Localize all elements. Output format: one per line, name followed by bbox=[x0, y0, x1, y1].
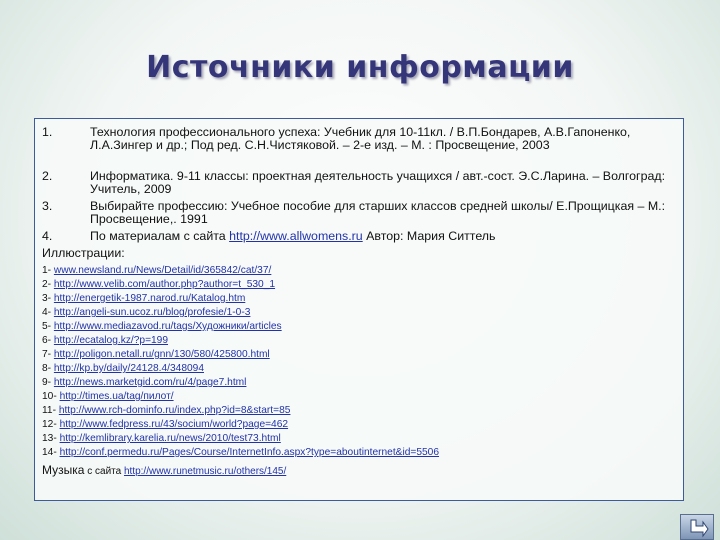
illustration-item bbox=[42, 307, 250, 319]
illustration-number: 1- bbox=[42, 265, 54, 276]
source-text: Выбирайте профессию: Учебное пособие для старших классов средней школы/ Е.Прощицкая – М.: Просвещение,. 1991 bbox=[90, 199, 666, 226]
source-text: Технология профессионального успеха: Учебник для 10-11кл. / В.П.Бондарев, А.В.Гапоненко, Л.А.Зингер и др.; Под ред. С.Н.Чистяковой. – 2-е изд. – М. : Просвещение, 2003 bbox=[90, 125, 631, 152]
illustration-number: 5- bbox=[42, 321, 54, 332]
return-arrow-icon bbox=[687, 518, 709, 538]
source-prefix: По материалам с сайта bbox=[90, 229, 230, 243]
illustration-link[interactable]: http://kemlibrary.karelia.ru/news/2010/test73.html bbox=[59, 433, 281, 444]
illustration-item bbox=[42, 433, 281, 445]
illustration-link[interactable]: http://www.rch-dominfo.ru/index.php?id=8&start=85 bbox=[58, 405, 291, 416]
illustration-link[interactable]: http://ecatalog.kz/?p=199 bbox=[53, 335, 169, 346]
illustration-item bbox=[42, 293, 245, 305]
illustration-link[interactable]: http://kp.by/daily/24128.4/348094 bbox=[53, 363, 204, 374]
illustration-number: 3- bbox=[42, 293, 54, 304]
illustration-link[interactable]: http://www.fedpress.ru/43/socium/world?page=462 bbox=[59, 419, 289, 430]
illustration-link[interactable]: http://times.ua/tag/пилот/ bbox=[59, 391, 174, 402]
illustration-link[interactable]: http://www.velib.com/author.php?author=t_530_1 bbox=[53, 279, 276, 290]
illustration-item bbox=[42, 321, 282, 333]
slide-title: Источники информации bbox=[146, 50, 574, 85]
illustration-number: 10- bbox=[42, 391, 60, 402]
illustration-number: 8- bbox=[42, 363, 54, 374]
illustration-number: 4- bbox=[42, 307, 54, 318]
source-text-line bbox=[90, 230, 680, 243]
source-link[interactable]: http://www.allwomens.ru bbox=[229, 229, 363, 243]
return-button[interactable] bbox=[680, 514, 714, 540]
music-from-text: с сайта bbox=[84, 466, 124, 477]
music-link[interactable]: http://www.runetmusic.ru/others/145/ bbox=[123, 466, 287, 477]
source-number: 2. bbox=[42, 169, 53, 183]
illustration-link[interactable]: http://angeli-sun.ucoz.ru/blog/profesie/1-0-3 bbox=[53, 307, 251, 318]
illustration-link[interactable]: http://poligon.netall.ru/gnn/130/580/425800.html bbox=[53, 349, 270, 360]
illustration-item bbox=[42, 349, 270, 361]
source-number: 1. bbox=[42, 125, 53, 139]
source-number: 3. bbox=[42, 199, 53, 213]
illustration-link[interactable]: www.newsland.ru/News/Detail/id/365842/cat/37/ bbox=[53, 265, 272, 276]
illustration-item bbox=[42, 279, 275, 291]
illustration-number: 2- bbox=[42, 279, 54, 290]
source-number: 4. bbox=[42, 229, 53, 243]
music-label: Музыка bbox=[42, 463, 85, 477]
illustration-item bbox=[42, 335, 168, 347]
illustration-item bbox=[42, 447, 439, 459]
illustration-link[interactable]: http://www.mediazavod.ru/tags/Художники/articles bbox=[53, 321, 282, 332]
illustration-item bbox=[42, 405, 290, 417]
illustration-link[interactable]: http://news.marketgid.com/ru/4/page7.html bbox=[53, 377, 247, 388]
illustration-item bbox=[42, 391, 174, 403]
illustration-number: 13- bbox=[42, 433, 60, 444]
illustration-item bbox=[42, 419, 288, 431]
illustration-number: 12- bbox=[42, 419, 60, 430]
illustration-number: 11- bbox=[42, 405, 59, 416]
illustration-number: 9- bbox=[42, 377, 54, 388]
music-source bbox=[42, 463, 286, 477]
illustration-item bbox=[42, 265, 271, 277]
illustration-number: 14- bbox=[42, 447, 60, 458]
illustrations-heading: Иллюстрации: bbox=[42, 246, 125, 260]
illustration-item bbox=[42, 377, 246, 389]
illustration-number: 7- bbox=[42, 349, 54, 360]
source-text: Информатика. 9-11 классы: проектная деятельность учащихся / авт.-сост. Э.С.Ларина. – Волгоград: Учитель, 2009 bbox=[90, 169, 666, 196]
illustration-item bbox=[42, 363, 204, 375]
illustration-number: 6- bbox=[42, 335, 54, 346]
source-author: Автор: Мария Ситтель bbox=[362, 229, 496, 243]
illustration-link[interactable]: http://energetik-1987.narod.ru/Katalog.htm bbox=[53, 293, 246, 304]
illustration-link[interactable]: http://conf.permedu.ru/Pages/Course/InternetInfo.aspx?type=aboutinternet&id=5506 bbox=[59, 447, 440, 458]
